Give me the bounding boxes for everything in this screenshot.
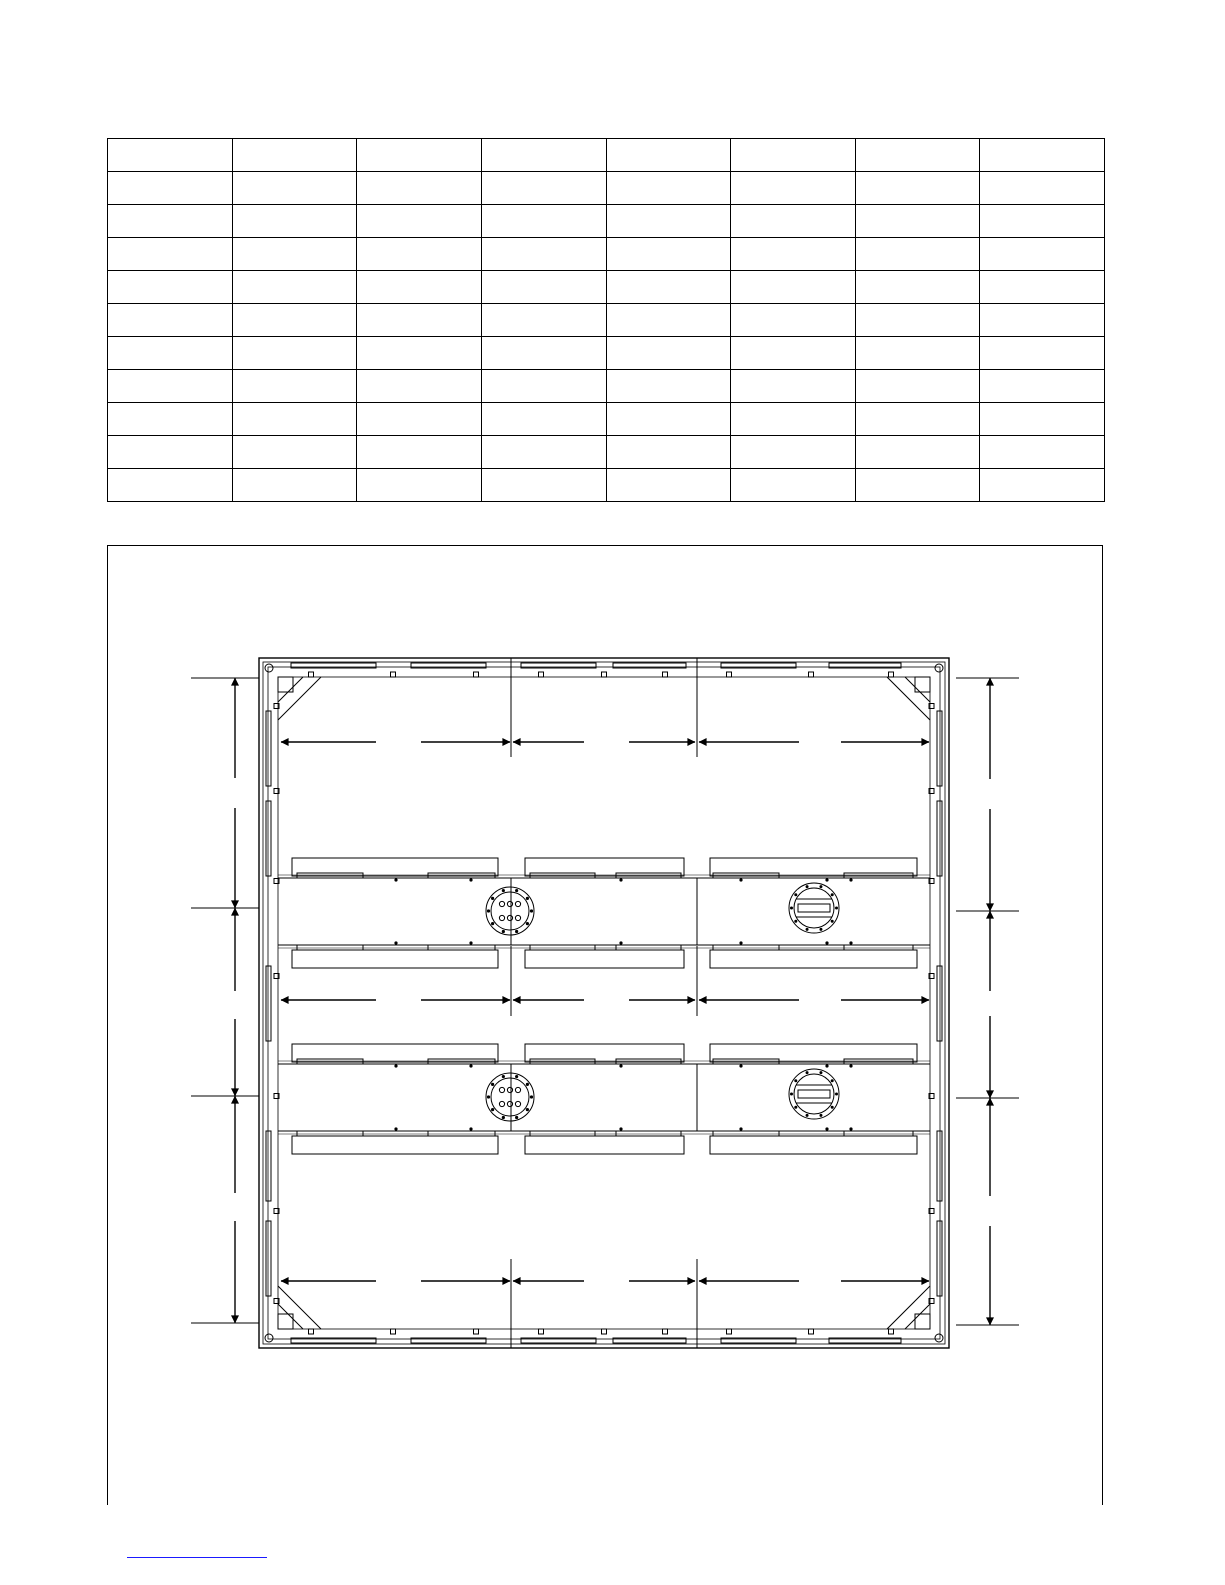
connector-bolt: [530, 1095, 533, 1098]
table-cell: [232, 337, 357, 370]
rail-tab: [309, 672, 314, 677]
corner-brace: [278, 677, 321, 720]
table-cell: [606, 271, 731, 304]
panel-fastener: [394, 1127, 397, 1130]
connector-pin: [515, 915, 520, 920]
frame-rail-details: [266, 658, 942, 1348]
panel-fastener: [849, 878, 852, 881]
table-cell: [606, 403, 731, 436]
rail-tab: [663, 672, 668, 677]
side-clip: [266, 711, 271, 786]
table-cell: [855, 238, 980, 271]
table-cell: [731, 205, 856, 238]
panel-fastener: [825, 1127, 828, 1130]
connector-bolt: [794, 1079, 797, 1082]
plate-bar: [798, 1090, 830, 1098]
mount-strip: [530, 1131, 595, 1136]
table-cell: [357, 370, 482, 403]
table-cell: [357, 139, 482, 172]
table-cell: [481, 271, 606, 304]
panel-fastener: [825, 878, 828, 881]
table-cell: [481, 172, 606, 205]
corner-bolt: [265, 1334, 273, 1342]
table-cell: [481, 469, 606, 502]
table-row: [108, 271, 1105, 304]
connector-pin: [515, 901, 520, 906]
connector-ring: [491, 1078, 529, 1116]
table-cell: [357, 337, 482, 370]
table-cell: [731, 370, 856, 403]
table-cell: [232, 469, 357, 502]
table-cell: [232, 271, 357, 304]
connector-bolt: [491, 1108, 494, 1111]
connector-bolt: [491, 1083, 494, 1086]
table-cell: [357, 403, 482, 436]
side-clip: [266, 801, 271, 876]
table-cell: [980, 205, 1105, 238]
corner-bolt: [265, 664, 273, 672]
rail-tab: [663, 1329, 668, 1334]
table-cell: [606, 238, 731, 271]
connector-ring: [794, 1074, 834, 1114]
panel-fastener: [849, 1127, 852, 1130]
panel-fastener: [619, 878, 622, 881]
side-clip: [266, 1131, 271, 1201]
corner-gussets: [265, 664, 943, 1342]
table-cell: [980, 271, 1105, 304]
table-cell: [108, 304, 233, 337]
mount-strip: [616, 945, 681, 950]
table-cell: [731, 337, 856, 370]
mount-strip: [713, 1131, 779, 1136]
connector-bolt: [515, 1116, 518, 1119]
drawing-frame: [107, 545, 1103, 1505]
connector-bolt: [526, 922, 529, 925]
blank-plate-connector: [789, 883, 839, 933]
table-row: [108, 370, 1105, 403]
panel-fastener: [619, 1064, 622, 1067]
table-cell: [606, 370, 731, 403]
table-row: [108, 238, 1105, 271]
table-cell: [357, 469, 482, 502]
connector-bolt: [487, 909, 490, 912]
table-cell: [481, 205, 606, 238]
table-cell: [357, 271, 482, 304]
frame-outline: [259, 658, 949, 1348]
connector-bolt: [806, 885, 809, 888]
side-clip: [937, 1221, 942, 1296]
table-cell: [232, 403, 357, 436]
connector-bolt: [794, 920, 797, 923]
table-row: [108, 436, 1105, 469]
table-cell: [108, 469, 233, 502]
corner-bolt: [935, 664, 943, 672]
table-cell: [481, 403, 606, 436]
table-cell: [108, 238, 233, 271]
connector-bolt: [835, 1093, 838, 1096]
table-cell: [481, 370, 606, 403]
connector-bolt: [831, 920, 834, 923]
connector-bolt: [526, 897, 529, 900]
table-cell: [731, 172, 856, 205]
connector-bolt: [831, 1106, 834, 1109]
table-cell: [481, 304, 606, 337]
connector-bolt: [502, 1075, 505, 1078]
table-cell: [606, 469, 731, 502]
table-cell: [980, 403, 1105, 436]
connector-bolt: [526, 1108, 529, 1111]
table-cell: [606, 139, 731, 172]
connector-bolt: [790, 907, 793, 910]
connector-bolt: [502, 930, 505, 933]
panel-channel-bottom: [292, 950, 498, 968]
corner-bolt: [935, 1334, 943, 1342]
frame-outline: [263, 662, 945, 1344]
rail-tab: [602, 1329, 607, 1334]
table-cell: [855, 172, 980, 205]
blank-plate-connector: [789, 1069, 839, 1119]
table-row: [108, 139, 1105, 172]
connector-pin: [515, 1087, 520, 1092]
connector-bolt: [526, 1083, 529, 1086]
connector-pin: [499, 901, 504, 906]
side-clip: [937, 1131, 942, 1201]
table-cell: [731, 436, 856, 469]
table-cell: [731, 238, 856, 271]
panel-fastener: [619, 941, 622, 944]
panel-fastener: [849, 1064, 852, 1067]
connector-pin: [499, 1101, 504, 1106]
panel-channel-bottom: [710, 950, 917, 968]
panel-assemblies: [278, 858, 930, 1154]
connector-bolt: [819, 1114, 822, 1117]
mount-strip: [530, 945, 595, 950]
corner-brace: [887, 1286, 930, 1329]
panel-fastener: [739, 941, 742, 944]
side-clip: [937, 966, 942, 1041]
table-cell: [108, 139, 233, 172]
connector-bolt: [530, 909, 533, 912]
table-cell: [980, 370, 1105, 403]
table-cell: [481, 436, 606, 469]
panel-fastener: [739, 1127, 742, 1130]
rail-tab: [727, 672, 732, 677]
table-row: [108, 403, 1105, 436]
rail-tab: [727, 1329, 732, 1334]
rail-tab: [309, 1329, 314, 1334]
table-cell: [357, 304, 482, 337]
table-cell: [232, 238, 357, 271]
panel-fastener: [739, 878, 742, 881]
table-cell: [731, 403, 856, 436]
connector-bolt: [831, 893, 834, 896]
connector-bolt: [487, 1095, 490, 1098]
rail-tab: [809, 672, 814, 677]
table-cell: [481, 139, 606, 172]
table-cell: [855, 469, 980, 502]
table-cell: [108, 370, 233, 403]
table-cell: [980, 337, 1105, 370]
table-cell: [980, 238, 1105, 271]
rail-tab: [474, 1329, 479, 1334]
panel-fastener: [739, 1064, 742, 1067]
table-cell: [357, 205, 482, 238]
blank-grid-table: [107, 138, 1105, 502]
connector-pin: [507, 901, 512, 906]
corner-brace: [887, 677, 930, 720]
panel-channel-bottom: [292, 1136, 498, 1154]
mount-strip: [616, 1131, 681, 1136]
mount-strip: [428, 1131, 495, 1136]
table-cell: [481, 337, 606, 370]
table-cell: [108, 271, 233, 304]
table-cell: [731, 139, 856, 172]
table-cell: [980, 139, 1105, 172]
corner-brace: [278, 1286, 321, 1329]
panel-fastener: [825, 1064, 828, 1067]
panel-fastener: [825, 941, 828, 944]
table-cell: [855, 271, 980, 304]
panel-fastener: [469, 1127, 472, 1130]
panel-fastener: [469, 941, 472, 944]
table-row: [108, 205, 1105, 238]
connector-ring: [491, 892, 529, 930]
mount-strip: [297, 945, 363, 950]
table-cell: [980, 436, 1105, 469]
panel-fastener: [394, 941, 397, 944]
table-cell: [606, 172, 731, 205]
connector-pin: [499, 915, 504, 920]
frame-plan-drawing: [108, 546, 1102, 1504]
panel-fastener: [469, 878, 472, 881]
table-cell: [606, 205, 731, 238]
connector-bolt: [794, 893, 797, 896]
connector-bolt: [835, 907, 838, 910]
mount-strip: [844, 945, 913, 950]
table-cell: [108, 403, 233, 436]
connector-ring: [794, 888, 834, 928]
table-cell: [606, 304, 731, 337]
table-cell: [855, 403, 980, 436]
side-clip: [937, 711, 942, 786]
rail-tab: [809, 1329, 814, 1334]
side-clip: [266, 1221, 271, 1296]
table-cell: [232, 370, 357, 403]
connector-bolt: [794, 1106, 797, 1109]
table-cell: [855, 370, 980, 403]
table-cell: [232, 436, 357, 469]
frame-outline: [268, 667, 940, 1339]
table-cell: [232, 205, 357, 238]
table-cell: [108, 172, 233, 205]
connector-bolt: [515, 930, 518, 933]
connector-plates: [486, 883, 839, 1121]
mount-strip: [844, 1131, 913, 1136]
connector-bolt: [806, 1114, 809, 1117]
rail-tab: [889, 1329, 894, 1334]
rail-tab: [391, 1329, 396, 1334]
connector-bolt: [790, 1093, 793, 1096]
connector-bolt: [491, 897, 494, 900]
rail-tab: [391, 672, 396, 677]
panel-channel-bottom: [525, 950, 684, 968]
table-cell: [606, 436, 731, 469]
connector-bolt: [502, 889, 505, 892]
table-cell: [357, 436, 482, 469]
connector-pin: [499, 1087, 504, 1092]
connector-bolt: [819, 928, 822, 931]
connector-pin: [507, 1087, 512, 1092]
table-cell: [731, 469, 856, 502]
connector-bolt: [819, 885, 822, 888]
mount-strip: [297, 1131, 363, 1136]
connector-bolt: [831, 1079, 834, 1082]
rail-tab: [602, 672, 607, 677]
table-cell: [855, 205, 980, 238]
table-cell: [108, 436, 233, 469]
table-cell: [357, 238, 482, 271]
table-cell: [855, 304, 980, 337]
mount-strip: [428, 945, 495, 950]
rail-tab: [539, 1329, 544, 1334]
multi-pin-connector: [486, 1073, 534, 1121]
connector-bolt: [491, 922, 494, 925]
panel-fastener: [619, 1127, 622, 1130]
connector-pin: [507, 915, 512, 920]
panel-fastener: [394, 1064, 397, 1067]
table-cell: [980, 172, 1105, 205]
table-cell: [232, 172, 357, 205]
rail-tab: [474, 672, 479, 677]
mount-strip: [713, 945, 779, 950]
table-row: [108, 304, 1105, 337]
connector-pin: [515, 1101, 520, 1106]
plate-bar: [798, 904, 830, 912]
multi-pin-connector: [486, 887, 534, 935]
table-cell: [855, 436, 980, 469]
table-cell: [855, 139, 980, 172]
connector-bolt: [502, 1116, 505, 1119]
connector-bolt: [806, 1071, 809, 1074]
frame-outline: [278, 677, 930, 1329]
table-cell: [232, 304, 357, 337]
panel-fastener: [849, 941, 852, 944]
table-cell: [855, 337, 980, 370]
table-cell: [731, 304, 856, 337]
rail-tab: [539, 672, 544, 677]
side-clip: [937, 801, 942, 876]
connector-bolt: [515, 1075, 518, 1078]
table-cell: [232, 139, 357, 172]
outer-frame: [259, 658, 949, 1348]
connector-bolt: [515, 889, 518, 892]
table-cell: [606, 337, 731, 370]
table-cell: [980, 469, 1105, 502]
panel-channel-bottom: [710, 1136, 917, 1154]
table-cell: [980, 304, 1105, 337]
side-clip: [266, 966, 271, 1041]
panel-fastener: [469, 1064, 472, 1067]
table-row: [108, 172, 1105, 205]
footer-rule: [127, 1557, 267, 1558]
table-row: [108, 337, 1105, 370]
connector-pin: [507, 1101, 512, 1106]
rail-tab: [889, 672, 894, 677]
table-cell: [108, 205, 233, 238]
grid-table-body: [108, 139, 1105, 502]
table-cell: [357, 172, 482, 205]
panel-channel-bottom: [525, 1136, 684, 1154]
table-row: [108, 469, 1105, 502]
connector-bolt: [819, 1071, 822, 1074]
table-cell: [731, 271, 856, 304]
connector-bolt: [806, 928, 809, 931]
panel-fastener: [394, 878, 397, 881]
dimension-lines: [191, 677, 1019, 1346]
table-cell: [108, 337, 233, 370]
table-cell: [481, 238, 606, 271]
